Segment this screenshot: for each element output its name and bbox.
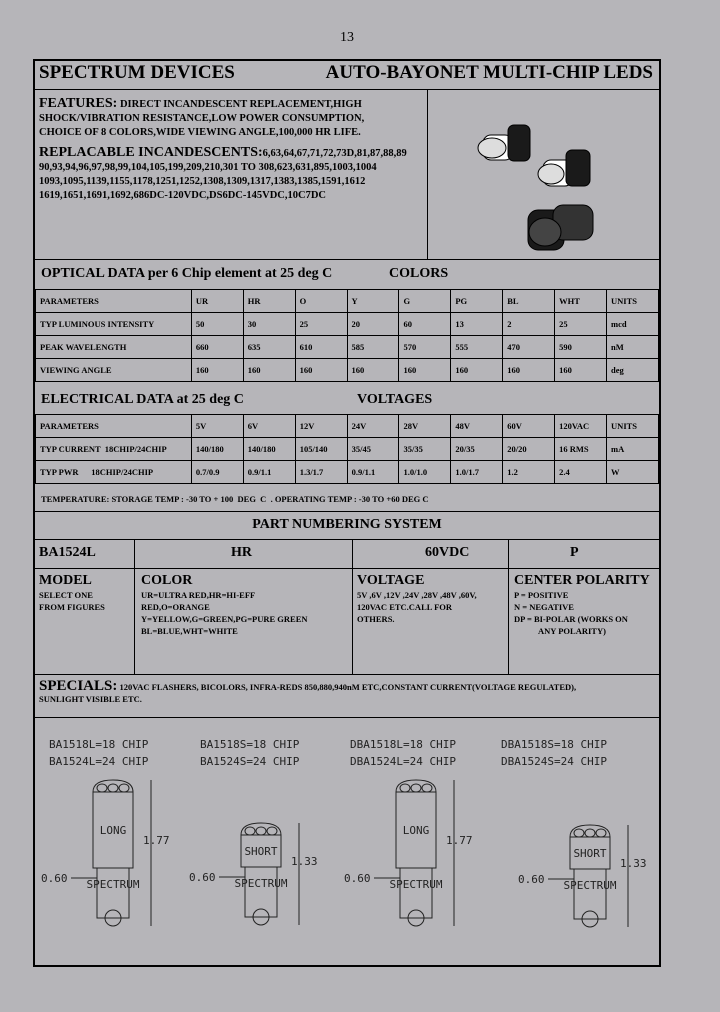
width-dimension: 0.60 [518,873,545,886]
table-cell: VIEWING ANGLE [36,359,192,382]
table-cell: deg [607,359,659,382]
optical-table [35,289,659,382]
table-cell: 35/45 [347,438,399,461]
voltage-line: 120VAC ETC.CALL FOR [357,602,453,612]
divider [134,539,135,674]
optical-title: OPTICAL DATA per 6 Chip element at 25 deg C [41,266,333,281]
table-header-row [36,290,659,313]
polarity-line: P = POSITIVE [514,590,569,600]
bulb-dome [93,780,133,792]
divider [35,568,659,569]
table-cell: 160 [555,359,607,382]
table-cell: 160 [347,359,399,382]
datasheet-frame [33,59,661,967]
company-name: SPECTRUM DEVICES [39,62,235,83]
table-cell: mcd [607,313,659,336]
table-header-cell: 6V [243,415,295,438]
diagram-label: DBA1518S=18 CHIP [501,738,607,751]
led-chip [245,827,255,835]
dimension-drawings [35,718,659,966]
features-label: FEATURES: [39,96,118,111]
table-cell: 555 [451,336,503,359]
table-cell: 105/140 [295,438,347,461]
table-cell: 0.9/1.1 [347,461,399,484]
voltage-line: OTHERS. [357,614,395,624]
table-row [36,461,659,484]
width-dimension: 0.60 [344,872,371,885]
brand-label: SPECTRUM [389,878,443,891]
table-cell: 2.4 [555,461,607,484]
led-chip [256,827,266,835]
model-title: MODEL [39,573,92,588]
temperature-note: TEMPERATURE: STORAGE TEMP : -30 TO + 100 DEG C . OPERATING TEMP : -30 TO +60 DEG C [41,494,429,504]
table-row [36,313,659,336]
table-header-cell: O [295,290,347,313]
table-header-row [36,415,659,438]
table-cell: 13 [451,313,503,336]
table-header-cell: 28V [399,415,451,438]
table-header-cell: PARAMETERS [36,290,192,313]
led-chip [108,784,118,792]
table-cell: 0.9/1.1 [243,461,295,484]
color-block [141,573,308,637]
table-cell: 160 [503,359,555,382]
table-cell: mA [607,438,659,461]
height-dimension: 1.77 [143,834,170,847]
bulb-dome [570,825,610,837]
table-header-cell: 48V [451,415,503,438]
voltage-title: VOLTAGE [357,573,425,588]
diagram-label: BA1524L=24 CHIP [49,755,149,768]
product-photo [428,90,659,260]
polarity-title: CENTER POLARITY [514,573,650,588]
part-numbering-title: PART NUMBERING SYSTEM [252,517,442,532]
table-row [36,336,659,359]
table-cell: 0.7/0.9 [191,461,243,484]
table-cell: 1.3/1.7 [295,461,347,484]
table-cell: 20/35 [451,438,503,461]
table-cell: 16 RMS [555,438,607,461]
table-cell: 60 [399,313,451,336]
table-header-cell: UNITS [607,415,659,438]
features-line: DIRECT INCANDESCENT REPLACEMENT,HIGH [119,99,362,110]
table-cell: 570 [399,336,451,359]
table-cell: 50 [191,313,243,336]
table-cell: 610 [295,336,347,359]
code-voltage: 60VDC [425,545,470,560]
product-title: AUTO-BAYONET MULTI-CHIP LEDS [325,62,653,83]
table-header-cell: 12V [295,415,347,438]
table-cell: TYP PWR 18CHIP/24CHIP [36,461,192,484]
color-line: UR=ULTRA RED,HR=HI-EFF [141,590,256,600]
features-line: CHOICE OF 8 COLORS,WIDE VIEWING ANGLE,100,000 HR LIFE. [39,127,361,138]
brand-label: SPECTRUM [234,877,288,890]
table-cell: 470 [503,336,555,359]
table-header-cell: 24V [347,415,399,438]
table-cell: TYP LUMINOUS INTENSITY [36,313,192,336]
led-chip [585,829,595,837]
divider [35,511,659,512]
table-cell: 160 [243,359,295,382]
table-header-cell: G [399,290,451,313]
diagram-label: DBA1524S=24 CHIP [501,755,607,768]
color-line: RED,O=ORANGE [141,602,210,612]
electrical-title: ELECTRICAL DATA at 25 deg C [41,392,244,407]
table-header-cell: 5V [191,415,243,438]
table-cell: 25 [555,313,607,336]
model-line: SELECT ONE [39,590,93,600]
table-header-cell: 60V [503,415,555,438]
page-number: 13 [340,30,354,45]
table-header-cell: 120VAC [555,415,607,438]
led-chip [411,784,421,792]
divider [35,674,659,675]
table-cell: 25 [295,313,347,336]
replacable-line: 6,63,64,67,71,72,73D,81,87,88,89 [262,148,407,159]
voltages-label: VOLTAGES [357,392,433,407]
colors-label: COLORS [389,266,449,281]
diagram-label: BA1518L=18 CHIP [49,738,149,751]
table-cell: 1.0/1.0 [399,461,451,484]
replacable-label: REPLACABLE INCANDESCENTS: [39,145,263,160]
table-header-cell: UNITS [607,290,659,313]
specials-block [39,680,657,705]
height-dimension: 1.33 [291,855,318,868]
electrical-table [35,414,659,484]
body-label: LONG [402,824,430,837]
color-line: Y=YELLOW,G=GREEN,PG=PURE GREEN [141,614,308,624]
width-dimension: 0.60 [189,871,216,884]
polarity-line: N = NEGATIVE [514,602,574,612]
polarity-line: DP = BI-POLAR (WORKS ON [514,614,628,624]
bulb-dome [241,823,281,835]
table-cell: 1.2 [503,461,555,484]
led-chip [267,827,277,835]
diagram-label: BA1518S=18 CHIP [200,738,300,751]
table-cell: W [607,461,659,484]
divider [35,539,659,540]
model-line: FROM FIGURES [39,602,105,612]
table-row [36,438,659,461]
bulb-dome [396,780,436,792]
divider [35,259,659,260]
replacable-line: 90,93,94,96,97,98,99,104,105,199,209,210,301 TO 308,623,631,895,1003,1004 [39,162,377,173]
table-cell: PEAK WAVELENGTH [36,336,192,359]
replacable-line: 1619,1651,1691,1692,686DC-120VDC,DS6DC-145VDC,10C7DC [39,190,326,201]
led-chip [119,784,129,792]
brand-label: SPECTRUM [86,878,140,891]
table-cell: 1.0/1.7 [451,461,503,484]
led-chip [400,784,410,792]
voltage-block [357,573,477,625]
table-header-cell: Y [347,290,399,313]
divider [508,539,509,674]
table-header-cell: UR [191,290,243,313]
table-cell: 30 [243,313,295,336]
table-header-cell: PARAMETERS [36,415,192,438]
table-cell: 20 [347,313,399,336]
height-dimension: 1.77 [446,834,473,847]
diagram-label: DBA1518L=18 CHIP [350,738,456,751]
table-cell: 20/20 [503,438,555,461]
code-polarity: P [570,545,579,560]
replacable-line: 1093,1095,1139,1155,1178,1251,1252,1308,1309,1317,1383,1385,1591,1612 [39,176,366,187]
divider [352,539,353,674]
table-cell: TYP CURRENT 18CHIP/24CHIP [36,438,192,461]
height-dimension: 1.33 [620,857,647,870]
diagram-label: DBA1524L=24 CHIP [350,755,456,768]
table-cell: 160 [451,359,503,382]
polarity-line: ANY POLARITY) [538,626,606,636]
table-cell: 35/35 [399,438,451,461]
table-header-cell: BL [503,290,555,313]
table-cell: 160 [399,359,451,382]
table-cell: 160 [191,359,243,382]
specials-label: SPECIALS: [39,678,118,694]
table-cell: 140/180 [191,438,243,461]
diagram-label: BA1524S=24 CHIP [200,755,300,768]
table-header-cell: WHT [555,290,607,313]
table-cell: 2 [503,313,555,336]
led-chip [574,829,584,837]
body-label: LONG [99,824,127,837]
features-block [39,97,423,203]
features-line: SHOCK/VIBRATION RESISTANCE,LOW POWER CONSUMPTION, [39,113,365,124]
led-chip [97,784,107,792]
brand-label: SPECTRUM [563,879,617,892]
width-dimension: 0.60 [41,872,68,885]
table-cell: nM [607,336,659,359]
body-label: SHORT [244,845,278,858]
table-cell: 585 [347,336,399,359]
code-color: HR [231,545,252,560]
table-row [36,359,659,382]
specials-line: SUNLIGHT VISIBLE ETC. [39,694,142,704]
polarity-block [514,573,650,637]
led-chip [422,784,432,792]
table-cell: 140/180 [243,438,295,461]
model-block [39,573,105,613]
code-model: BA1524L [39,545,96,560]
table-cell: 590 [555,336,607,359]
color-line: BL=BLUE,WHT=WHITE [141,626,238,636]
table-cell: 660 [191,336,243,359]
voltage-line: 5V ,6V ,12V ,24V ,28V ,48V ,60V, [357,590,477,600]
specials-line: 120VAC FLASHERS, BICOLORS, INFRA-REDS 850,880,940nM ETC,CONSTANT CURRENT(VOLTAGE REGULATED), [119,682,577,692]
body-label: SHORT [573,847,607,860]
table-header-cell: PG [451,290,503,313]
table-header-cell: HR [243,290,295,313]
table-cell: 635 [243,336,295,359]
led-chip [596,829,606,837]
table-cell: 160 [295,359,347,382]
color-title: COLOR [141,573,193,588]
